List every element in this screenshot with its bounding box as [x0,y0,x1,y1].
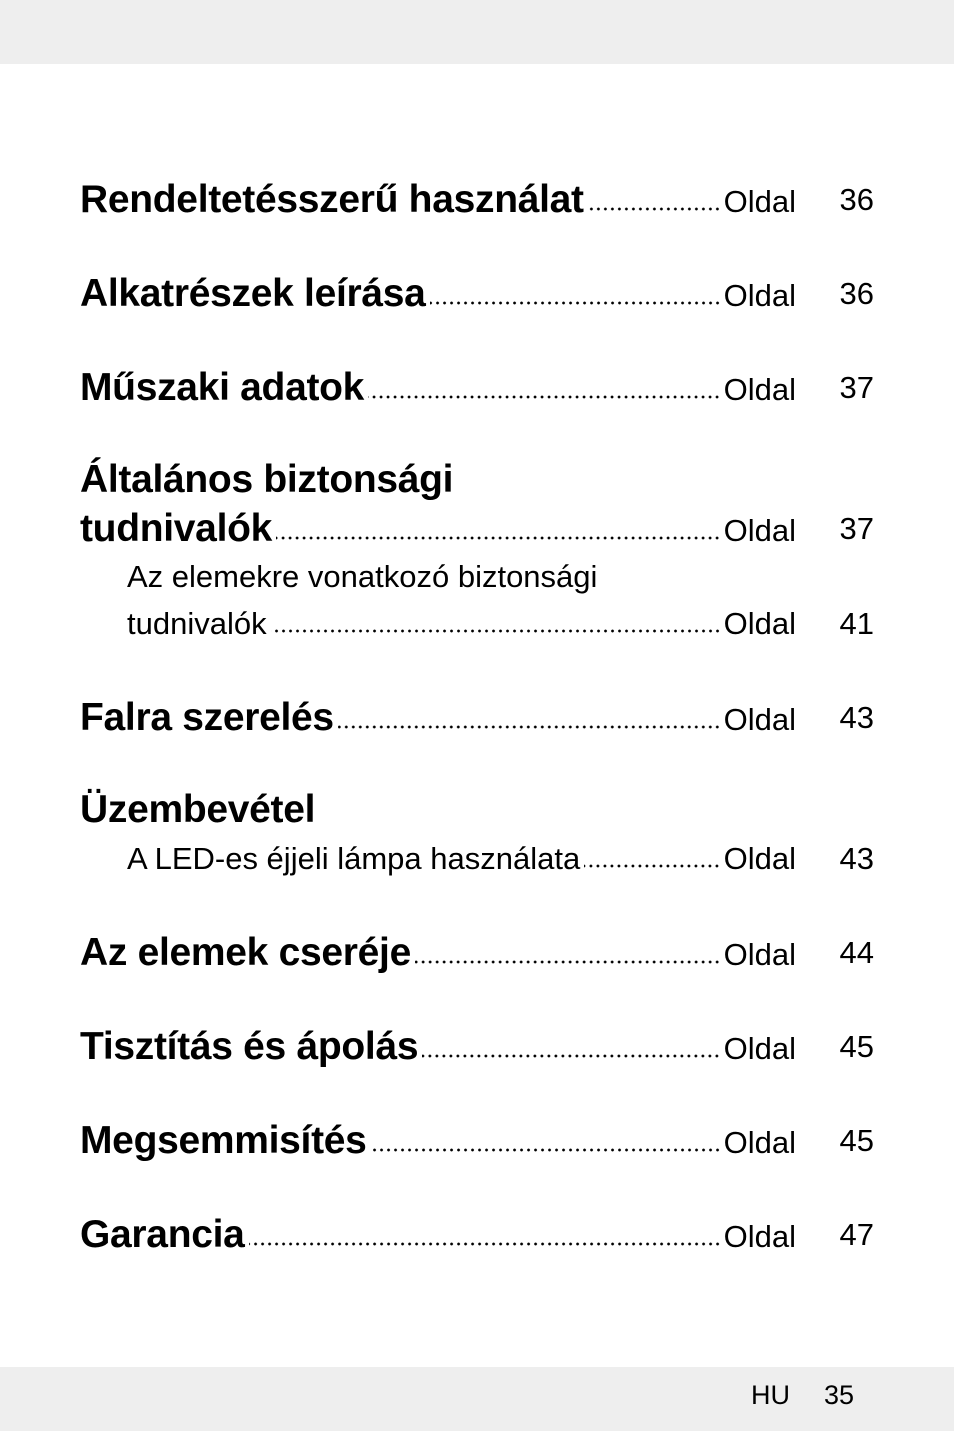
footer-page-number: 35 [824,1380,855,1410]
toc-entry-uzembevetel[interactable]: Üzembevétel [80,788,316,831]
dot-leader [430,297,721,309]
page-label: Oldal [723,1219,796,1254]
dot-leader [368,391,721,403]
page-label: Oldal [723,1125,796,1160]
toc-entry-tisztitas-es-apolas[interactable] [80,1023,796,1071]
toc-entry-alkatreszek-leirasa[interactable] [80,270,796,318]
toc-subentry-page-number: 43 [839,841,874,876]
toc-entry-title: Megsemmisítés [80,1119,367,1162]
page-label: Oldal [723,184,796,219]
dot-leader [415,956,721,968]
toc-subentry-title: A LED-es éjjeli lámpa használata [127,841,581,876]
toc-entry-title: Az elemek cseréje [80,931,411,974]
toc-entry-page-number: 45 [839,1123,874,1158]
toc-entry-page-number: 36 [839,182,874,217]
page-label: Oldal [723,278,796,313]
toc-entry-megsemmisites[interactable] [80,1117,796,1165]
page-label: Oldal [723,1031,796,1066]
bottom-margin-band [0,1367,954,1431]
dot-leader [584,860,720,872]
dot-leader [422,1050,720,1062]
toc-entry-page-number: 44 [839,935,874,970]
dot-leader [249,1238,721,1250]
toc-entry-title: Falra szerelés [80,696,334,739]
dot-leader [276,532,721,544]
top-margin-band [0,0,954,64]
toc-entry-page-number: 43 [839,700,874,735]
toc-entry-garancia[interactable] [80,1211,796,1259]
dot-leader [588,203,721,215]
page-label: Oldal [723,702,796,737]
page-label: Oldal [723,606,796,641]
toc-entry-page-number: 37 [839,370,874,405]
toc-subentry-page-number: 41 [839,606,874,641]
toc-entry-page-number: 47 [839,1217,874,1252]
footer-language-code: HU [751,1380,790,1410]
toc-entry-rendeltetesszeru-hasznalat[interactable] [80,176,796,224]
toc-entry-title: Garancia [80,1213,245,1256]
toc-entry-page-number: 37 [839,511,874,546]
toc-entry-title: Műszaki adatok [80,366,365,409]
toc-entry-title: Alkatrészek leírása [80,272,426,315]
toc-entry-title: Tisztítás és ápolás [80,1025,419,1068]
toc-subentry-elemekre-vonatkozo-biztonsagi-tudnivalok[interactable] [127,604,796,644]
toc-entry-page-number: 36 [839,276,874,311]
toc-entry-title: Rendeltetésszerű használat [80,178,584,221]
toc-entry-page-number: 45 [839,1029,874,1064]
toc-entry-title-line1[interactable]: Általános biztonsági [80,458,454,501]
page-label: Oldal [723,937,796,972]
dot-leader [338,721,721,733]
toc-subentry-title-line1[interactable]: Az elemekre vonatkozó biztonsági [127,559,598,594]
page-label: Oldal [723,513,796,548]
dot-leader [271,625,721,637]
toc-entry-falra-szereles[interactable] [80,694,796,742]
toc-entry-altalanos-biztonsagi-tudnivalok[interactable] [80,505,796,553]
toc-entry-muszaki-adatok[interactable] [80,364,796,412]
toc-entry-az-elemek-csereje[interactable] [80,929,796,977]
page-label: Oldal [723,372,796,407]
page-label: Oldal [723,841,796,876]
toc-entry-title: tudnivalók [80,507,273,550]
toc-subentry-title: tudnivalók [127,606,267,641]
dot-leader [371,1144,721,1156]
toc-subentry-led-es-ejjeli-lampa-hasznalata[interactable] [127,839,796,879]
